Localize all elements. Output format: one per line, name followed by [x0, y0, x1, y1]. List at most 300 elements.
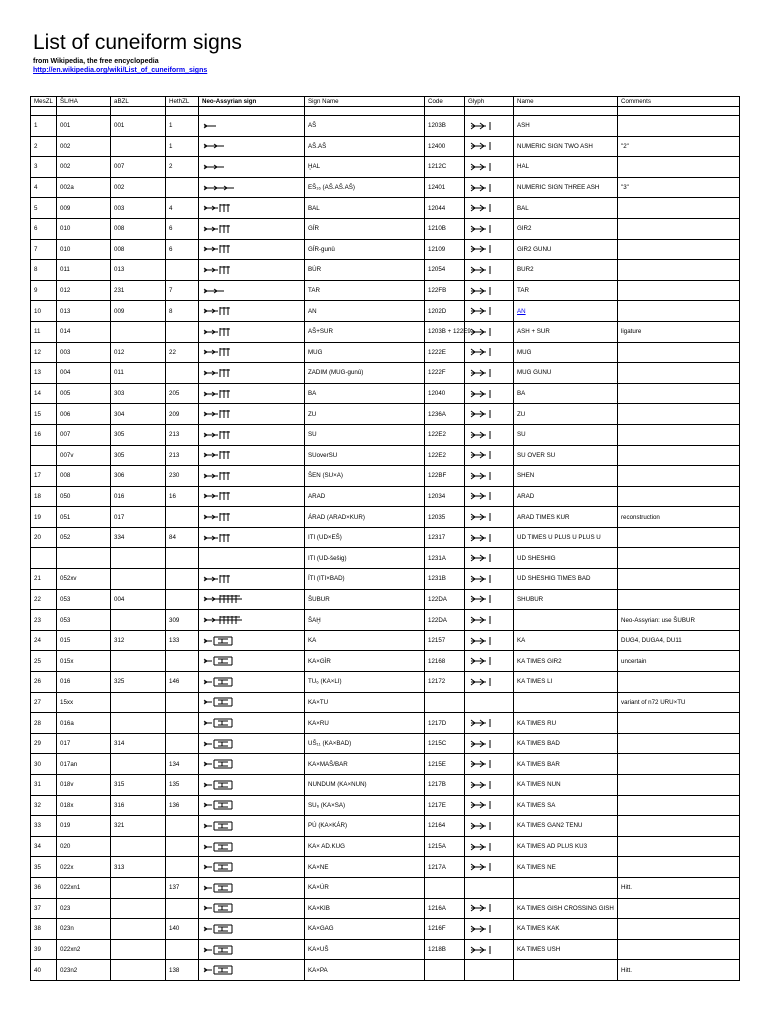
table-row — [31, 363, 740, 384]
neo-assyrian-sign-cell — [199, 692, 305, 713]
cell-sl: 015x — [57, 651, 111, 672]
cell-abzl — [111, 836, 166, 857]
glyph-icon — [468, 779, 498, 791]
cell-meszl: 36 — [31, 877, 57, 898]
neo-assyrian-sign-cell — [199, 775, 305, 796]
cell-abzl — [111, 548, 166, 569]
cell-code: 1215A — [425, 836, 465, 857]
col-header: Glyph — [465, 97, 514, 107]
cell-comments — [618, 733, 740, 754]
cell-sl — [57, 548, 111, 569]
cell-hethzl — [166, 816, 199, 837]
cell-code: 12109 — [425, 239, 465, 260]
cuneiform-sign-icon — [202, 573, 262, 585]
cell-code: 1216A — [425, 898, 465, 919]
cell-abzl — [111, 569, 166, 590]
cell-sl: 013 — [57, 301, 111, 322]
glyph-cell — [465, 116, 514, 137]
cell-code: 122FB — [425, 280, 465, 301]
cell-abzl: 325 — [111, 672, 166, 693]
glyph-cell — [465, 280, 514, 301]
glyph-icon — [468, 429, 498, 441]
cell-comments — [618, 198, 740, 219]
cell-sign-name: ÍTI (ITI×BAD) — [305, 569, 425, 590]
cell-hethzl: 138 — [166, 960, 199, 981]
glyph-icon — [468, 449, 498, 461]
glyph-cell — [465, 424, 514, 445]
cell-name: ARAD TIMES KUR — [514, 507, 618, 528]
col-header: Sign Name — [305, 97, 425, 107]
cell-sl: 017 — [57, 733, 111, 754]
cell-sl: 010 — [57, 218, 111, 239]
cell-code: 1215E — [425, 754, 465, 775]
cell-meszl: 39 — [31, 939, 57, 960]
cuneiform-sign-icon — [202, 902, 262, 914]
table-row — [31, 383, 740, 404]
cell-meszl: 18 — [31, 486, 57, 507]
wiki-link[interactable]: AN — [517, 307, 526, 315]
cell-meszl: 22 — [31, 589, 57, 610]
cell-hethzl: 8 — [166, 301, 199, 322]
cell-comments — [618, 260, 740, 281]
table-row — [31, 424, 740, 445]
cell-name — [514, 610, 618, 631]
cell-meszl: 10 — [31, 301, 57, 322]
cell-meszl — [31, 548, 57, 569]
glyph-icon — [468, 388, 498, 400]
cell-sl: 015 — [57, 630, 111, 651]
neo-assyrian-sign-cell — [199, 239, 305, 260]
glyph-cell — [465, 898, 514, 919]
table-row — [31, 775, 740, 796]
col-header: Comments — [618, 97, 740, 107]
glyph-cell — [465, 651, 514, 672]
cell-meszl: 8 — [31, 260, 57, 281]
cell-comments — [618, 404, 740, 425]
glyph-cell — [465, 713, 514, 734]
cell-sign-name: TAR — [305, 280, 425, 301]
cell-abzl: 004 — [111, 589, 166, 610]
cell-comments — [618, 218, 740, 239]
cell-sl: 002a — [57, 177, 111, 198]
cuneiform-sign-icon — [202, 305, 262, 317]
cell-code: 122DA — [425, 589, 465, 610]
cell-sl: 052xv — [57, 569, 111, 590]
cell-meszl: 23 — [31, 610, 57, 631]
cell-sign-name: KA×GÌR — [305, 651, 425, 672]
glyph-icon — [468, 182, 498, 194]
cuneiform-sign-icon — [202, 449, 262, 461]
cell-sl: 004 — [57, 363, 111, 384]
cell-code: 12168 — [425, 651, 465, 672]
glyph-icon — [468, 799, 498, 811]
cell-abzl: 303 — [111, 383, 166, 404]
glyph-cell — [465, 404, 514, 425]
cell-hethzl: 6 — [166, 239, 199, 260]
neo-assyrian-sign-cell — [199, 404, 305, 425]
glyph-cell — [465, 857, 514, 878]
cell-name: ASH + SUR — [514, 321, 618, 342]
cell-name: KA TIMES BAR — [514, 754, 618, 775]
cell-meszl: 6 — [31, 218, 57, 239]
cell-comments — [618, 383, 740, 404]
cell-sl: 15xx — [57, 692, 111, 713]
cell-sign-name: KA×RU — [305, 713, 425, 734]
cell-meszl: 25 — [31, 651, 57, 672]
cell-code: 1236A — [425, 404, 465, 425]
cuneiform-sign-icon — [202, 120, 262, 132]
cell-sl: 012 — [57, 280, 111, 301]
cell-name: UD SHESHIG — [514, 548, 618, 569]
cell-sign-name: BAL — [305, 198, 425, 219]
cell-meszl: 7 — [31, 239, 57, 260]
glyph-cell — [465, 342, 514, 363]
cell-sl: 002 — [57, 157, 111, 178]
cell-sl: 011 — [57, 260, 111, 281]
glyph-icon — [468, 861, 498, 873]
cell-abzl: 305 — [111, 424, 166, 445]
cell-comments: Hitt. — [618, 960, 740, 981]
cell-sign-name: KA×NE — [305, 857, 425, 878]
glyph-cell — [465, 260, 514, 281]
table-row — [31, 404, 740, 425]
cell-code: 1216F — [425, 919, 465, 940]
cell-name[interactable] — [514, 301, 618, 322]
neo-assyrian-sign-cell — [199, 569, 305, 590]
cell-name: ARAD — [514, 486, 618, 507]
cuneiform-sign-icon — [202, 429, 262, 441]
cell-sign-name: AŠ.AŠ — [305, 136, 425, 157]
cuneiform-sign-icon — [202, 717, 262, 729]
cell-meszl: 14 — [31, 383, 57, 404]
cell-code: 1217E — [425, 795, 465, 816]
neo-assyrian-sign-cell — [199, 445, 305, 466]
cell-sl: 001 — [57, 116, 111, 137]
cuneiform-sign-icon — [202, 696, 262, 708]
cuneiform-sign-icon — [202, 758, 262, 770]
table-row — [31, 692, 740, 713]
cell-hethzl: 1 — [166, 116, 199, 137]
cell-sl: 022xn2 — [57, 939, 111, 960]
cuneiform-sign-icon — [202, 182, 262, 194]
cell-meszl: 29 — [31, 733, 57, 754]
cell-comments — [618, 754, 740, 775]
table-row — [31, 486, 740, 507]
cell-meszl: 32 — [31, 795, 57, 816]
glyph-icon — [468, 140, 498, 152]
cell-code: 1222F — [425, 363, 465, 384]
cell-meszl: 31 — [31, 775, 57, 796]
table-row — [31, 733, 740, 754]
table-row — [31, 630, 740, 651]
cuneiform-sign-icon — [202, 614, 262, 626]
neo-assyrian-sign-cell — [199, 754, 305, 775]
glyph-icon — [468, 161, 498, 173]
cell-hethzl: 205 — [166, 383, 199, 404]
cell-name: GIR2 — [514, 218, 618, 239]
cuneiform-sign-icon — [202, 635, 262, 647]
neo-assyrian-sign-cell — [199, 857, 305, 878]
table-row — [31, 960, 740, 981]
cell-sign-name: PÚ (KA×KÁR) — [305, 816, 425, 837]
cell-sign-name: ŠEN (SU×A) — [305, 466, 425, 487]
cell-meszl — [31, 445, 57, 466]
glyph-cell — [465, 507, 514, 528]
cell-name: KA TIMES GIR2 — [514, 651, 618, 672]
cell-hethzl: 230 — [166, 466, 199, 487]
cell-sl: 053 — [57, 610, 111, 631]
cell-meszl: 5 — [31, 198, 57, 219]
glyph-cell — [465, 466, 514, 487]
cell-sl: 010 — [57, 239, 111, 260]
table-row — [31, 136, 740, 157]
cell-sign-name: EŠ₁₆ (AŠ.AŠ.AŠ) — [305, 177, 425, 198]
cell-sign-name: BA — [305, 383, 425, 404]
cell-name: NUMERIC SIGN THREE ASH — [514, 177, 618, 198]
cell-sign-name: UŠ₁₁ (KA×BAD) — [305, 733, 425, 754]
cell-hethzl — [166, 857, 199, 878]
col-header: aBZL — [111, 97, 166, 107]
cell-abzl: 306 — [111, 466, 166, 487]
cell-meszl: 38 — [31, 919, 57, 940]
cuneiform-sign-icon — [202, 326, 262, 338]
neo-assyrian-sign-cell — [199, 816, 305, 837]
col-header: ŠL/HA — [57, 97, 111, 107]
cell-sl: 007v — [57, 445, 111, 466]
cell-comments: uncertain — [618, 651, 740, 672]
glyph-icon — [468, 367, 498, 379]
neo-assyrian-sign-cell — [199, 342, 305, 363]
cell-sl: 050 — [57, 486, 111, 507]
table-row — [31, 157, 740, 178]
cuneiform-sign-icon — [202, 532, 262, 544]
neo-assyrian-sign-cell — [199, 836, 305, 857]
neo-assyrian-sign-cell — [199, 321, 305, 342]
cell-hethzl: 135 — [166, 775, 199, 796]
cell-code: 12054 — [425, 260, 465, 281]
cell-meszl: 24 — [31, 630, 57, 651]
glyph-icon — [468, 532, 498, 544]
page-subtitle: from Wikipedia, the free encyclopedia — [33, 58, 159, 65]
cell-hethzl — [166, 589, 199, 610]
cell-name — [514, 877, 618, 898]
cell-code: 1212C — [425, 157, 465, 178]
cell-name: KA TIMES BAD — [514, 733, 618, 754]
cell-hethzl: 146 — [166, 672, 199, 693]
cell-sl: 005 — [57, 383, 111, 404]
spacer-row — [31, 107, 740, 116]
cell-abzl — [111, 651, 166, 672]
table-body — [31, 116, 740, 981]
cell-sign-name: TU₆ (KA×LI) — [305, 672, 425, 693]
cell-sl: 023n — [57, 919, 111, 940]
cell-hethzl — [166, 260, 199, 281]
cell-comments — [618, 713, 740, 734]
glyph-icon — [468, 676, 498, 688]
table-row — [31, 898, 740, 919]
cell-abzl: 316 — [111, 795, 166, 816]
cell-comments — [618, 424, 740, 445]
cell-sign-name: GÍR — [305, 218, 425, 239]
cell-name: KA TIMES SA — [514, 795, 618, 816]
col-header: Code — [425, 97, 465, 107]
neo-assyrian-sign-cell — [199, 610, 305, 631]
cell-sl: 053 — [57, 589, 111, 610]
cell-abzl — [111, 321, 166, 342]
cell-meszl: 17 — [31, 466, 57, 487]
cell-hethzl: 7 — [166, 280, 199, 301]
cell-meszl: 16 — [31, 424, 57, 445]
neo-assyrian-sign-cell — [199, 527, 305, 548]
cell-comments: DUG4, DUGA4, DU11 — [618, 630, 740, 651]
col-header: MesZL — [31, 97, 57, 107]
cell-hethzl — [166, 692, 199, 713]
cell-hethzl: 209 — [166, 404, 199, 425]
glyph-cell — [465, 383, 514, 404]
cell-abzl: 016 — [111, 486, 166, 507]
cell-name: GIR2 GUNU — [514, 239, 618, 260]
cell-code: 1203B — [425, 116, 465, 137]
cell-sl: 016 — [57, 672, 111, 693]
table-row — [31, 527, 740, 548]
cell-sign-name: KA×UŠ — [305, 939, 425, 960]
cell-meszl: 4 — [31, 177, 57, 198]
cell-hethzl: 4 — [166, 198, 199, 219]
table-row — [31, 321, 740, 342]
cell-comments — [618, 116, 740, 137]
table-header-row — [31, 97, 740, 107]
cell-hethzl — [166, 363, 199, 384]
glyph-cell — [465, 445, 514, 466]
cell-abzl: 011 — [111, 363, 166, 384]
table-row — [31, 713, 740, 734]
cell-comments: Hitt. — [618, 877, 740, 898]
cell-hethzl — [166, 548, 199, 569]
cell-sl: 022x — [57, 857, 111, 878]
glyph-icon — [468, 717, 498, 729]
cell-hethzl: 1 — [166, 136, 199, 157]
cell-name: BAL — [514, 198, 618, 219]
cell-abzl: 009 — [111, 301, 166, 322]
cell-abzl — [111, 713, 166, 734]
source-link[interactable]: http://en.wikipedia.org/wiki/List_of_cuneiform_signs — [33, 67, 208, 74]
cell-sl: 003 — [57, 342, 111, 363]
cell-code — [425, 960, 465, 981]
cell-code: 12040 — [425, 383, 465, 404]
cell-hethzl — [166, 321, 199, 342]
cell-name: KA TIMES KAK — [514, 919, 618, 940]
cell-abzl — [111, 960, 166, 981]
neo-assyrian-sign-cell — [199, 424, 305, 445]
cell-name: BUR2 — [514, 260, 618, 281]
cell-comments — [618, 527, 740, 548]
cuneiform-sign-icon — [202, 470, 262, 482]
table-row — [31, 589, 740, 610]
cell-abzl — [111, 754, 166, 775]
table-row — [31, 939, 740, 960]
glyph-cell — [465, 939, 514, 960]
cell-comments: variant of n72 URU×TU — [618, 692, 740, 713]
cell-hethzl: 140 — [166, 919, 199, 940]
cuneiform-sign-icon — [202, 202, 262, 214]
cell-comments — [618, 672, 740, 693]
cell-code: 12044 — [425, 198, 465, 219]
cell-abzl — [111, 692, 166, 713]
cell-sign-name: KA — [305, 630, 425, 651]
neo-assyrian-sign-cell — [199, 218, 305, 239]
cell-code — [425, 877, 465, 898]
neo-assyrian-sign-cell — [199, 548, 305, 569]
cell-comments — [618, 239, 740, 260]
cell-comments — [618, 342, 740, 363]
cell-code: 122E2 — [425, 424, 465, 445]
cell-code: 122E2 — [425, 445, 465, 466]
cell-code: 1217A — [425, 857, 465, 878]
cell-comments — [618, 363, 740, 384]
glyph-cell — [465, 198, 514, 219]
cell-abzl — [111, 136, 166, 157]
cell-comments — [618, 857, 740, 878]
glyph-icon — [468, 902, 498, 914]
cell-meszl: 20 — [31, 527, 57, 548]
cell-meszl: 13 — [31, 363, 57, 384]
glyph-icon — [468, 223, 498, 235]
cell-sign-name: KA×ÚR — [305, 877, 425, 898]
cell-hethzl: 84 — [166, 527, 199, 548]
glyph-cell — [465, 363, 514, 384]
cell-sl: 014 — [57, 321, 111, 342]
cell-sign-name: AŠ+SUR — [305, 321, 425, 342]
glyph-icon — [468, 511, 498, 523]
glyph-cell — [465, 589, 514, 610]
cell-hethzl: 213 — [166, 445, 199, 466]
cell-hethzl: 2 — [166, 157, 199, 178]
cell-code: 12164 — [425, 816, 465, 837]
glyph-icon — [468, 490, 498, 502]
glyph-cell — [465, 733, 514, 754]
glyph-icon — [468, 326, 498, 338]
neo-assyrian-sign-cell — [199, 919, 305, 940]
neo-assyrian-sign-cell — [199, 507, 305, 528]
cell-hethzl — [166, 177, 199, 198]
cell-name: KA TIMES NE — [514, 857, 618, 878]
cuneiform-sign-icon — [202, 799, 262, 811]
cell-code: 12172 — [425, 672, 465, 693]
cell-sl: 017an — [57, 754, 111, 775]
cell-sign-name: KA×GAG — [305, 919, 425, 940]
glyph-cell — [465, 795, 514, 816]
cell-code: 1202D — [425, 301, 465, 322]
glyph-icon — [468, 408, 498, 420]
cell-hethzl: 137 — [166, 877, 199, 898]
cell-code: 1210B — [425, 218, 465, 239]
cell-abzl: 304 — [111, 404, 166, 425]
cell-sl: 023 — [57, 898, 111, 919]
glyph-cell — [465, 630, 514, 651]
glyph-icon — [468, 285, 498, 297]
neo-assyrian-sign-cell — [199, 383, 305, 404]
cell-sl: 018x — [57, 795, 111, 816]
table-row — [31, 507, 740, 528]
cell-name: KA TIMES RU — [514, 713, 618, 734]
glyph-icon — [468, 655, 498, 667]
neo-assyrian-sign-cell — [199, 713, 305, 734]
cell-sign-name: ZADIM (MUG-gunû) — [305, 363, 425, 384]
cell-comments: Neo-Assyrian: use ŠUBUR — [618, 610, 740, 631]
cell-abzl: 314 — [111, 733, 166, 754]
cell-comments — [618, 836, 740, 857]
table-row — [31, 919, 740, 940]
